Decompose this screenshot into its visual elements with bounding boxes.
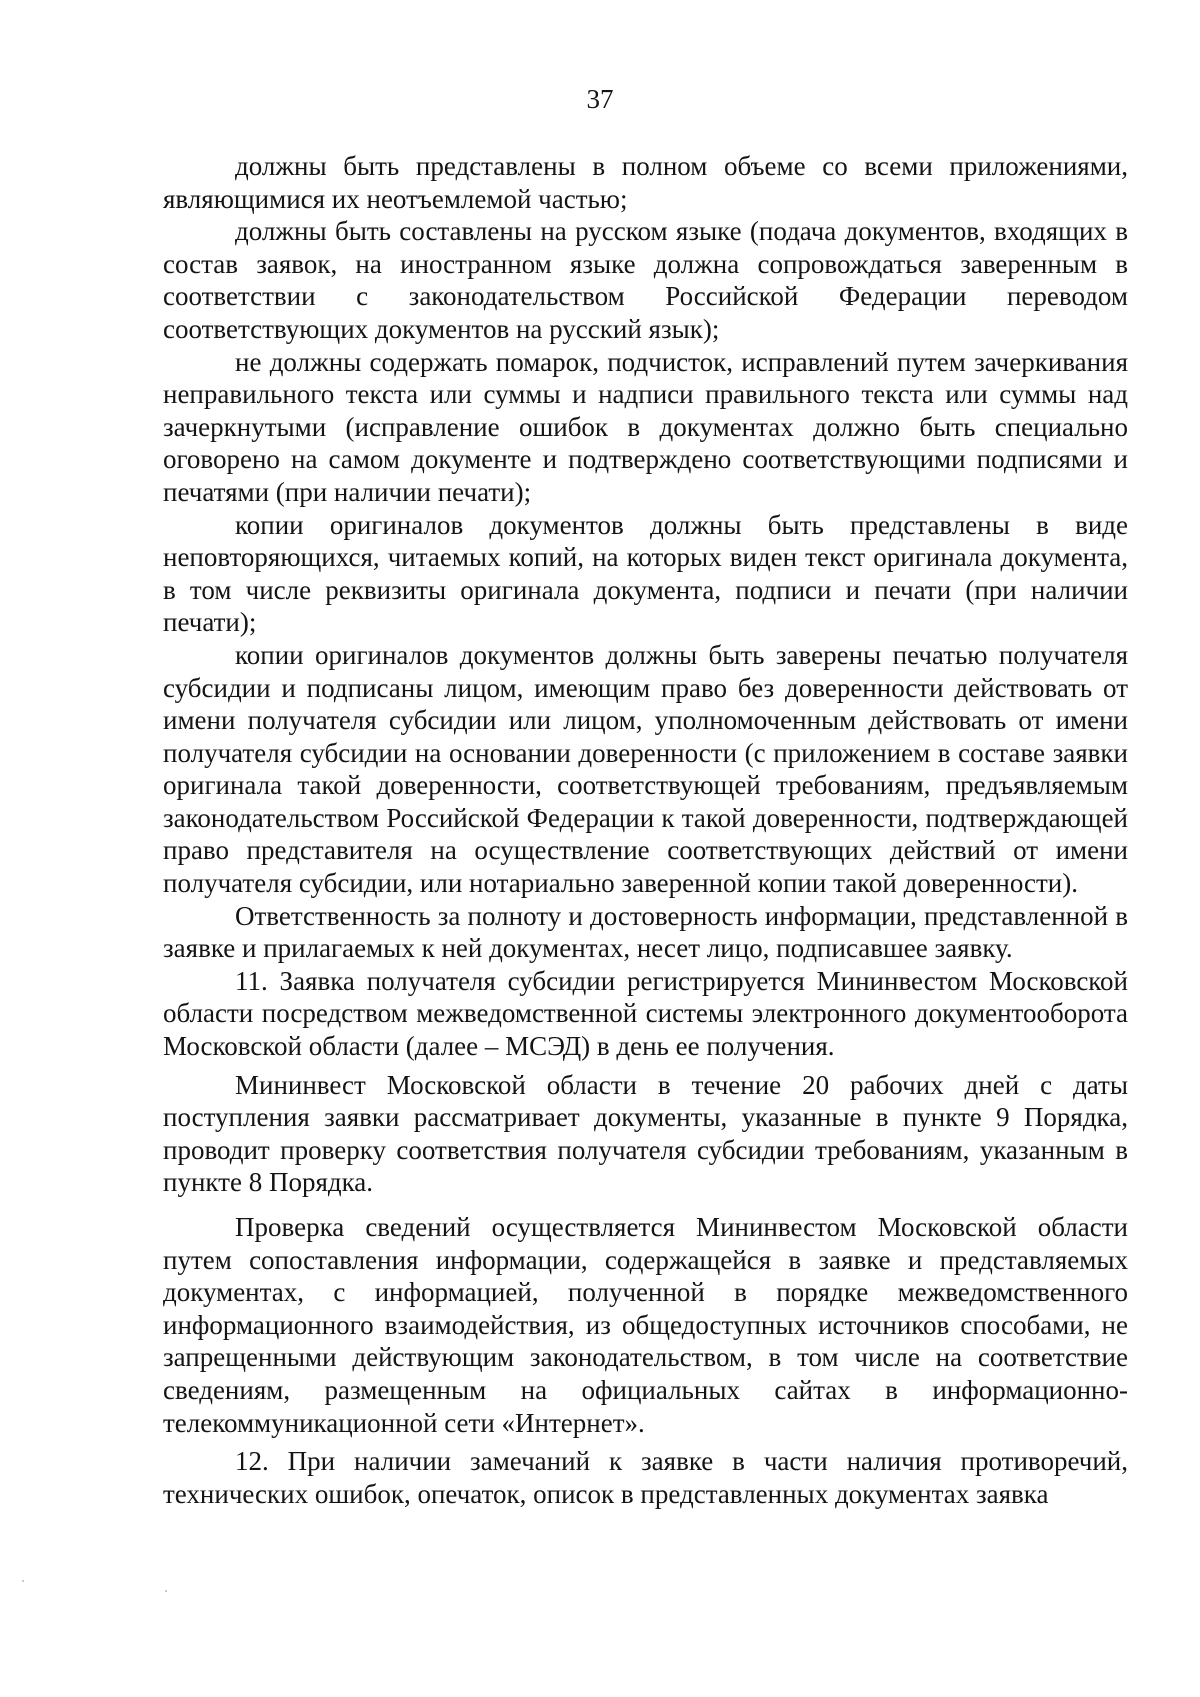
paragraph-verification: Проверка сведений осуществляется Мининвестом Московской области путем сопоставления информации, содержащейся в заявке и представляемых документах, с информацией, полученной в порядке межведомственного информационного взаимодействия, из общедоступных источников способами, не запрещенными действующим законодательством, в том числе на соответствие сведениям, размещенным на официальных сайтах в информационно-телекоммуникационной сети «Интернет». — [163, 1212, 1128, 1438]
paragraph-item-12-remarks: 12. При наличии замечаний к заявке в части наличия противоречий, технических ошибок, опечаток, описок в представленных документах заявка — [163, 1446, 1128, 1509]
paragraph-copies-certified: копии оригиналов документов должны быть заверены печатью получателя субсидии и подписаны лицом, имеющим право без доверенности действовать от имени получателя субсидии или лицом, уполномоченным действовать от имени получателя субсидии на основании доверенности (с приложением в составе заявки оригинала такой доверенности, соответствующей требованиям, предъявляемым законодательством Российской Федерации к такой доверенности, подтверждающей право представителя на осуществление соответствующих действий от имени получателя субсидии, или нотариально заверенной копии такой доверенности). — [163, 639, 1128, 899]
paragraph-no-corrections: не должны содержать помарок, подчисток, исправлений путем зачеркивания неправильного текста или суммы и надписи правильного текста или суммы над зачеркнутыми (исправление ошибок в документах должно быть специально оговорено на самом документе и подтверждено соответствующими подписями и печатями (при наличии печати); — [163, 346, 1128, 507]
paragraph-russian-language: должны быть составлены на русском языке (подача документов, входящих в состав заявок, на иностранном языке должна сопровождаться заверенным в соответствии с законодательством Российской Федерации переводом соответствующих документов на русский язык); — [163, 216, 1128, 344]
paragraph-copies-readable: копии оригиналов документов должны быть представлены в виде неповторяющихся, читаемых копий, на которых виден текст оригинала документа, в том числе реквизиты оригинала документа, подписи и печати (при наличии печати); — [163, 509, 1128, 638]
paragraph-review-period: Мининвест Московской области в течение 20 рабочих дней с даты поступления заявки рассматривает документы, указанные в пункте 9 Порядка, проводит проверку соответствия получателя субсидии требованиям, указанным в пункте 8 Порядка. — [163, 1069, 1128, 1198]
page-number: 37 — [586, 84, 614, 114]
scan-speck — [22, 1580, 24, 1582]
scan-speck — [165, 1590, 167, 1592]
paragraph-item-11-registration: 11. Заявка получателя субсидии регистрируется Мининвестом Московской области посредством межведомственной системы электронного документооборота Московской области (далее – МСЭД) в день ее получения. — [163, 965, 1128, 1062]
paragraph-completeness: должны быть представлены в полном объеме со всеми приложениями, являющимися их неотъемлемой частью; — [163, 151, 1128, 214]
paragraph-responsibility: Ответственность за полноту и достоверность информации, представленной в заявке и прилагаемых к ней документах, несет лицо, подписавшее заявку. — [163, 900, 1128, 964]
document-body — [163, 150, 1128, 1510]
